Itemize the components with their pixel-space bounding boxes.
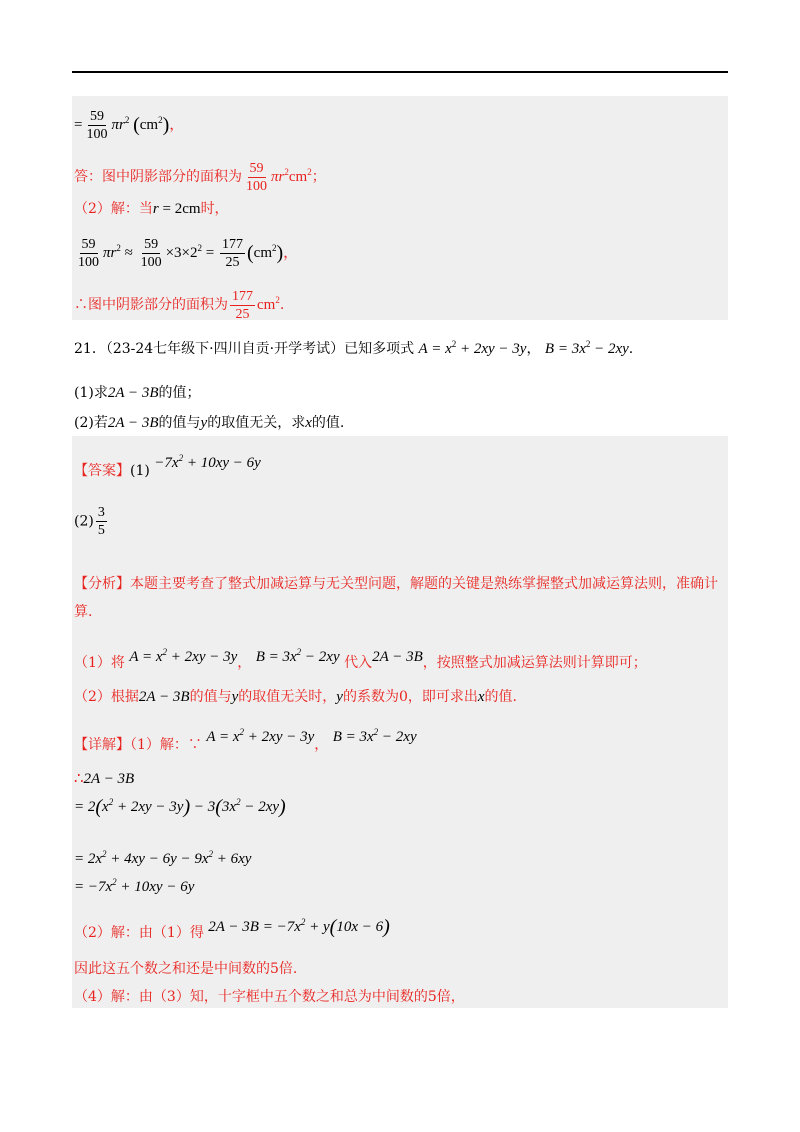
detail-step-3: = $-7x^2 + 10xy - 6y$ <box>74 877 195 895</box>
analysis-step-1: （1）将 $A = x^2 + 2xy - 3y$， $B = 3x^2 - 2xy$ 代入2A − 3B，按照整式加减运算法则计算即可； <box>74 647 647 671</box>
sub-question-2: (2)若2A − 3B的值与y的取值无关，求x的值. <box>74 415 345 431</box>
extra-line-2: （4）解：由（3）知，十字框中五个数之和总为中间数的5倍， <box>74 989 465 1005</box>
detail-part2: （2）解：由（1）得 $2A - 3B = -7x^2 + y(10x - 6)$ <box>74 916 390 941</box>
question-number: 21． <box>74 341 106 357</box>
area-answer-line: 答：图中阴影部分的面积为 $\frac{59}{100}$ $\pi r^2cm^2$； <box>74 161 326 194</box>
extra-line-1: 因此这五个数之和还是中间数的5倍. <box>74 961 298 977</box>
part2-condition: （2）解：当r = 2cm时， <box>74 201 229 217</box>
detail-step-1: = $2(x^2 + 2xy - 3y) - 3(3x^2 - 2xy)$ <box>74 796 286 818</box>
answer-part2: (2) $\frac{3}{5}$ <box>74 505 105 538</box>
detail-step-2: = $2x^2 + 4xy - 6y - 9x^2 + 6xy$ <box>74 849 252 867</box>
part2-conclusion: ∴图中阴影部分的面积为 $\frac{177}{25}$ $cm^2$. <box>74 289 285 322</box>
detail-label: 【详解】 <box>74 737 130 753</box>
header-rule <box>72 71 728 73</box>
answer-label: 【答案】 <box>74 463 130 479</box>
answer-part1: 【答案】$(1) -7x^2 + 10xy - 6y$ <box>74 453 261 479</box>
detail-therefore: ∴2A − 3B <box>74 771 135 787</box>
part2-calculation: $\frac{59}{100}$ $\pi r^2$ ≈ $\frac{59}{100}$ $\times 3\times 2^2$ = $\frac{177}{25}$ $(cm^2)$， <box>78 237 299 270</box>
analysis-label: 【分析】 <box>74 576 130 592</box>
analysis-line-2: 算. <box>74 604 93 620</box>
area-result-line: = $\frac{59}{100}$ $\pi r^2$ $(cm^2)$， <box>74 109 185 142</box>
question-21: 21．（23-24七年级下·四川自贡·开学考试）已知多项式 $A = x^2 + 2xy - 3y$， $B = 3x^2 - 2xy$. <box>74 339 634 357</box>
sub-question-1: (1)求2A − 3B的值； <box>74 385 201 401</box>
analysis-line-1: 【分析】本题主要考查了整式加减运算与无关型问题，解题的关键是熟练掌握整式加减运算法则，准确计 <box>74 576 718 592</box>
analysis-step-2: （2）根据2A − 3B的值与y的取值无关时，y的系数为0，即可求出x的值. <box>74 689 517 705</box>
detail-part1: 【详解】（1）解：∵ $A = x^2 + 2xy - 3y$， $B = 3x^2 - 2xy$ <box>74 727 417 753</box>
question-source: （23-24七年级下·四川自贡·开学考试）已知多项式 <box>105 341 415 357</box>
